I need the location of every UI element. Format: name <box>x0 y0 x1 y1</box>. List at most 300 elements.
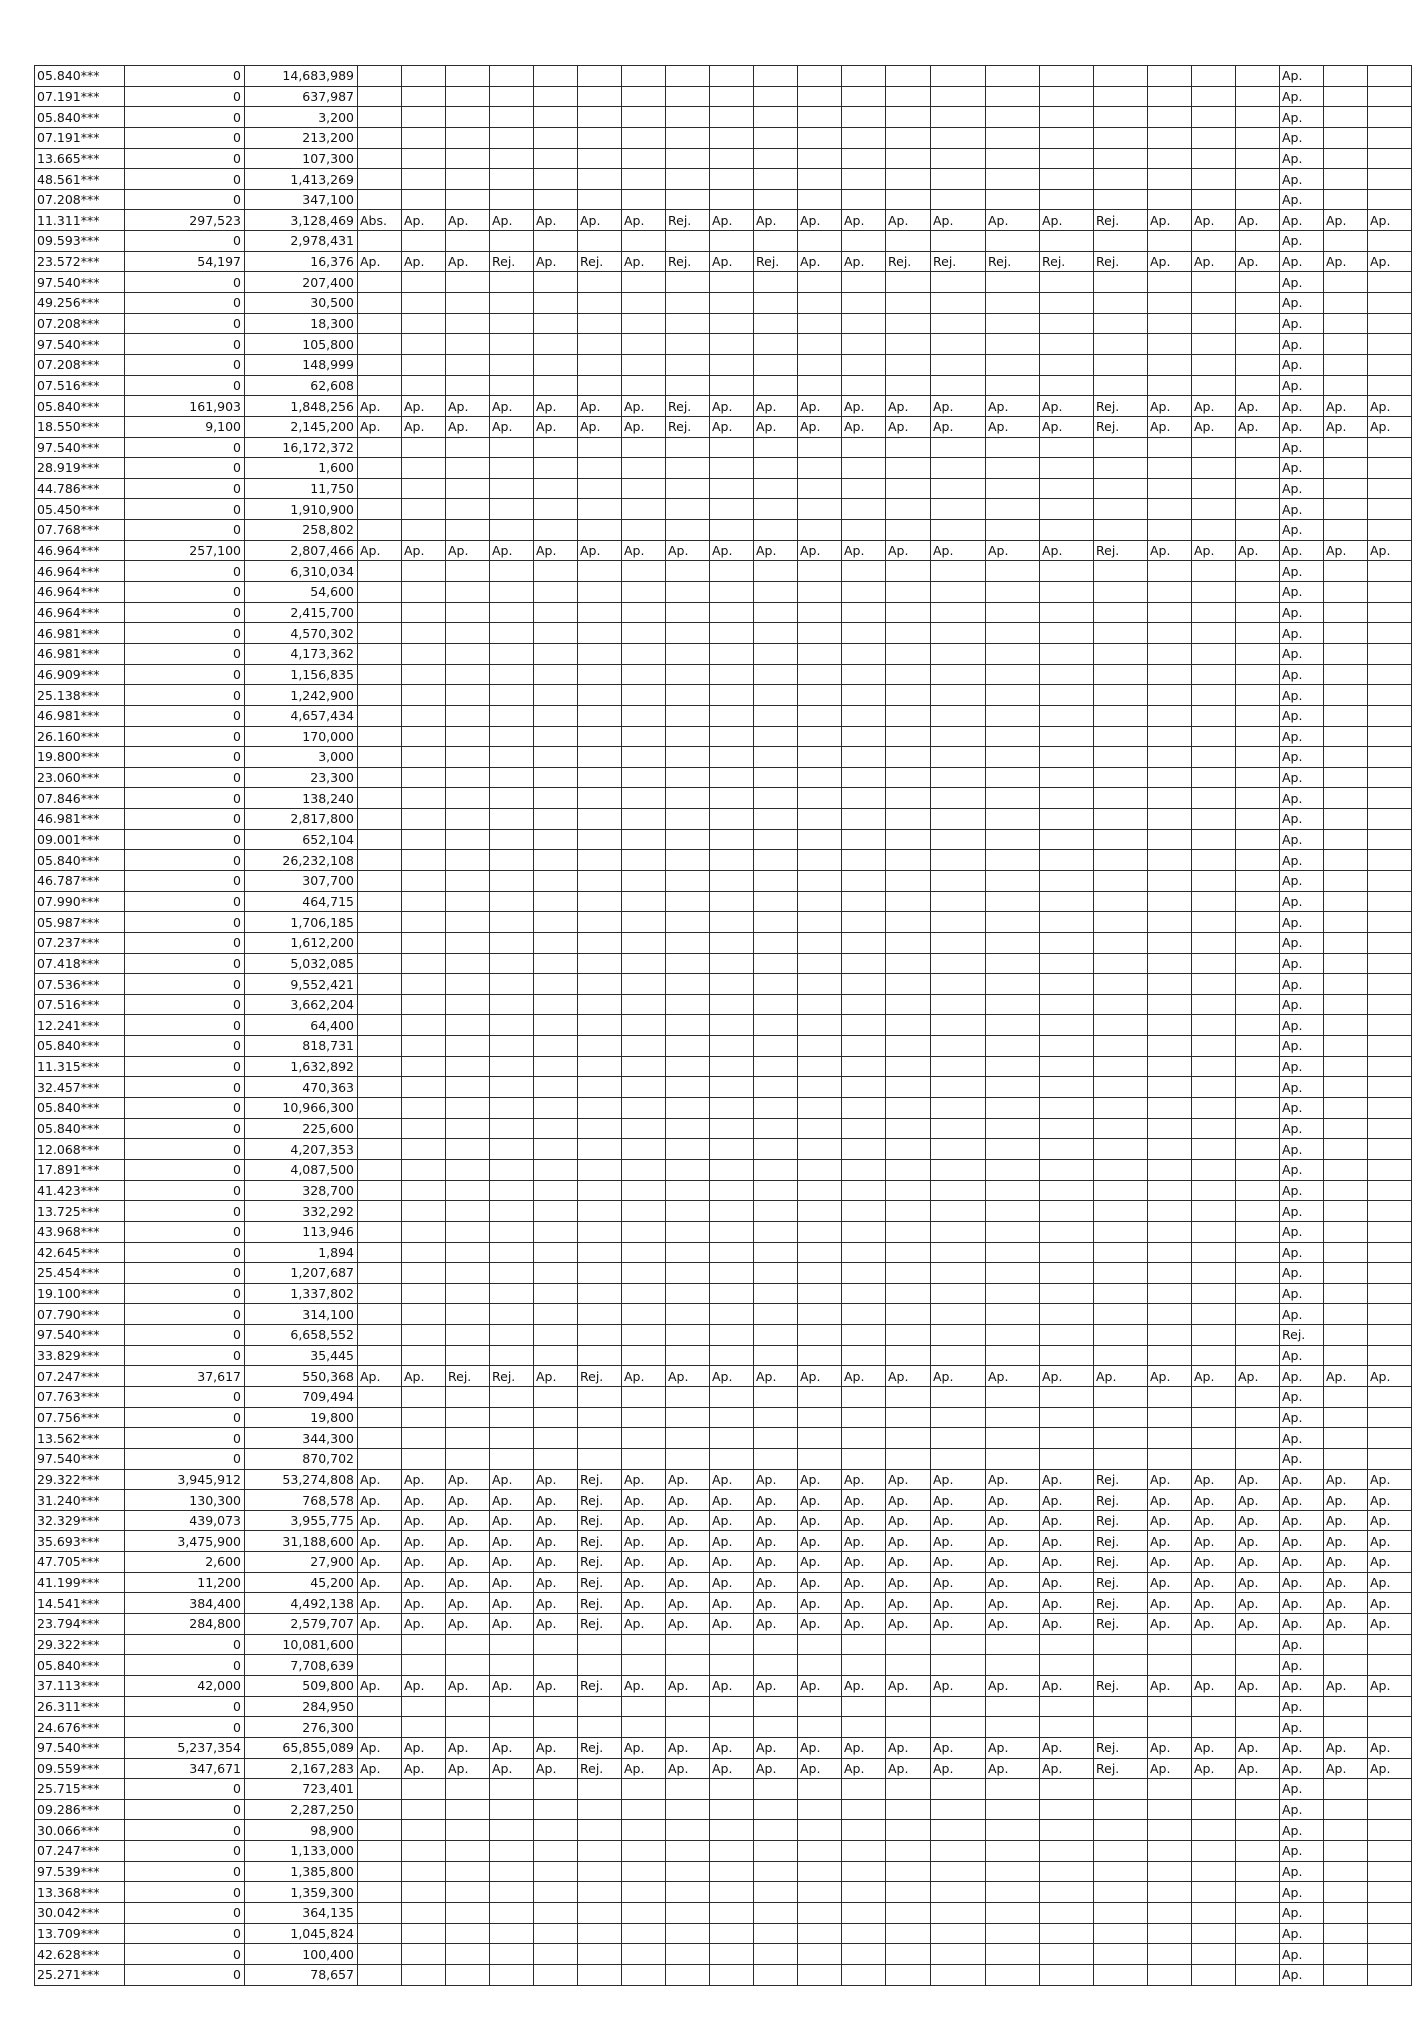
vote-cell <box>710 1056 754 1077</box>
vote-cell: Ap. <box>798 1469 842 1490</box>
vote-cell <box>1368 148 1412 169</box>
vote-cell <box>710 1077 754 1098</box>
vote-cell: Ap. <box>1236 1593 1280 1614</box>
vote-cell <box>1192 1242 1236 1263</box>
table-row <box>35 870 1412 891</box>
vote-cell <box>1324 313 1368 334</box>
vote-cell <box>578 1118 622 1139</box>
vote-cell: Ap. <box>446 210 490 231</box>
shareholder-id-cell: 17.891*** <box>35 1159 125 1180</box>
vote-cell <box>446 1882 490 1903</box>
vote-cell <box>842 623 886 644</box>
vote-cell <box>534 189 578 210</box>
vote-cell: Ap. <box>1040 540 1094 561</box>
vote-cell <box>490 231 534 252</box>
vote-cell <box>402 1717 446 1738</box>
vote-cell <box>1040 1325 1094 1346</box>
vote-cell <box>886 809 931 830</box>
vote-cell <box>986 1077 1040 1098</box>
vote-cell <box>710 520 754 541</box>
vote-cell <box>1148 169 1192 190</box>
vote-cell <box>1094 1118 1148 1139</box>
vote-cell <box>1094 1345 1148 1366</box>
vote-cell: Ap. <box>446 540 490 561</box>
vote-cell <box>710 1139 754 1160</box>
vote-cell <box>1148 767 1192 788</box>
vote-cell <box>886 829 931 850</box>
vote-cell: Ap. <box>666 1758 710 1779</box>
vote-cell <box>931 1242 986 1263</box>
vote-cell <box>798 1428 842 1449</box>
vote-cell: Ap. <box>798 1366 842 1387</box>
vote-cell <box>931 1634 986 1655</box>
table-row <box>35 1944 1412 1965</box>
vote-cell <box>931 1159 986 1180</box>
vote-cell <box>622 1036 666 1057</box>
vote-cell <box>1094 829 1148 850</box>
vote-cell <box>710 705 754 726</box>
vote-cell <box>710 1923 754 1944</box>
shareholder-id-cell: 07.247*** <box>35 1841 125 1862</box>
vote-cell <box>358 1428 402 1449</box>
table-row <box>35 520 1412 541</box>
vote-cell <box>358 437 402 458</box>
vote-cell <box>534 1820 578 1841</box>
vote-cell <box>446 1036 490 1057</box>
vote-cell <box>402 520 446 541</box>
shares-a-cell: 37,617 <box>125 1366 245 1387</box>
vote-cell: Ap. <box>622 1469 666 1490</box>
vote-cell <box>986 850 1040 871</box>
vote-cell: Ap. <box>931 210 986 231</box>
shareholder-id-cell: 46.981*** <box>35 643 125 664</box>
vote-cell <box>798 1077 842 1098</box>
vote-cell <box>754 664 798 685</box>
vote-cell <box>986 313 1040 334</box>
vote-cell <box>931 478 986 499</box>
vote-cell <box>710 891 754 912</box>
vote-cell <box>1040 747 1094 768</box>
vote-cell <box>446 643 490 664</box>
vote-cell <box>1094 747 1148 768</box>
vote-cell <box>886 231 931 252</box>
vote-cell <box>446 974 490 995</box>
vote-cell <box>1368 313 1412 334</box>
vote-cell <box>534 293 578 314</box>
vote-cell: Rej. <box>666 210 710 231</box>
shares-a-cell: 0 <box>125 664 245 685</box>
vote-cell <box>358 1903 402 1924</box>
vote-cell: Rej. <box>578 1758 622 1779</box>
vote-cell <box>578 1923 622 1944</box>
shares-a-cell: 0 <box>125 1345 245 1366</box>
table-row <box>35 1366 1412 1387</box>
vote-cell: Ap. <box>1192 251 1236 272</box>
shares-a-cell: 0 <box>125 354 245 375</box>
vote-cell: Ap. <box>886 540 931 561</box>
shares-b-cell: 1,385,800 <box>245 1861 358 1882</box>
vote-cell <box>666 1242 710 1263</box>
vote-cell <box>1192 1696 1236 1717</box>
vote-cell <box>358 1221 402 1242</box>
vote-cell <box>1040 1263 1094 1284</box>
vote-cell <box>842 148 886 169</box>
vote-cell <box>666 86 710 107</box>
vote-cell <box>490 1263 534 1284</box>
vote-cell <box>1368 664 1412 685</box>
vote-cell <box>1368 66 1412 87</box>
shares-a-cell: 0 <box>125 1263 245 1284</box>
shares-b-cell: 2,167,283 <box>245 1758 358 1779</box>
vote-cell <box>986 953 1040 974</box>
table-row <box>35 932 1412 953</box>
vote-cell: Ap. <box>402 251 446 272</box>
vote-cell <box>1324 1944 1368 1965</box>
vote-cell <box>446 1799 490 1820</box>
vote-cell <box>358 1799 402 1820</box>
vote-cell <box>490 664 534 685</box>
vote-cell <box>986 189 1040 210</box>
vote-cell <box>1148 788 1192 809</box>
vote-cell <box>986 809 1040 830</box>
table-row <box>35 478 1412 499</box>
vote-cell: Ap. <box>490 1572 534 1593</box>
vote-cell: Ap. <box>842 1737 886 1758</box>
vote-cell <box>490 1159 534 1180</box>
shares-a-cell: 42,000 <box>125 1675 245 1696</box>
vote-cell: Ap. <box>1280 1903 1324 1924</box>
shares-a-cell: 0 <box>125 809 245 830</box>
vote-cell <box>578 767 622 788</box>
table-row <box>35 107 1412 128</box>
vote-cell <box>578 1717 622 1738</box>
shareholder-id-cell: 05.840*** <box>35 1036 125 1057</box>
vote-cell: Rej. <box>1094 251 1148 272</box>
vote-cell <box>666 1820 710 1841</box>
vote-cell: Ap. <box>842 1510 886 1531</box>
shareholder-id-cell: 31.240*** <box>35 1490 125 1511</box>
vote-cell <box>931 1655 986 1676</box>
vote-cell: Rej. <box>666 416 710 437</box>
vote-cell <box>1236 850 1280 871</box>
vote-cell: Ap. <box>1094 1366 1148 1387</box>
vote-cell <box>358 582 402 603</box>
vote-cell <box>446 334 490 355</box>
shares-a-cell: 0 <box>125 1944 245 1965</box>
vote-cell <box>446 478 490 499</box>
vote-cell <box>666 1015 710 1036</box>
shares-a-cell: 0 <box>125 86 245 107</box>
vote-cell <box>842 1036 886 1057</box>
shares-a-cell: 130,300 <box>125 1490 245 1511</box>
vote-cell <box>1094 1882 1148 1903</box>
vote-cell <box>446 1263 490 1284</box>
vote-cell <box>1324 1118 1368 1139</box>
vote-cell: Ap. <box>402 1531 446 1552</box>
vote-cell <box>1148 1283 1192 1304</box>
vote-cell <box>754 1903 798 1924</box>
vote-cell <box>622 561 666 582</box>
vote-cell <box>446 1861 490 1882</box>
vote-cell <box>986 685 1040 706</box>
vote-cell <box>886 870 931 891</box>
vote-cell <box>534 809 578 830</box>
vote-cell: Ap. <box>931 416 986 437</box>
vote-cell <box>490 1655 534 1676</box>
vote-cell: Ap. <box>1192 210 1236 231</box>
vote-cell <box>1236 1882 1280 1903</box>
vote-cell: Ap. <box>710 210 754 231</box>
vote-cell <box>754 582 798 603</box>
vote-cell: Ap. <box>1368 416 1412 437</box>
vote-cell <box>986 520 1040 541</box>
vote-cell <box>842 1779 886 1800</box>
vote-cell <box>622 437 666 458</box>
vote-cell <box>986 829 1040 850</box>
vote-cell <box>666 1861 710 1882</box>
table-row <box>35 1964 1412 1985</box>
table-row <box>35 1118 1412 1139</box>
vote-cell <box>1236 1139 1280 1160</box>
shareholder-id-cell: 46.964*** <box>35 561 125 582</box>
vote-cell <box>1040 1056 1094 1077</box>
vote-cell <box>446 1448 490 1469</box>
vote-cell <box>534 1159 578 1180</box>
vote-cell <box>710 107 754 128</box>
vote-cell <box>402 1263 446 1284</box>
vote-cell <box>1368 1923 1412 1944</box>
vote-cell <box>798 602 842 623</box>
vote-cell: Ap. <box>1148 1531 1192 1552</box>
vote-cell <box>1192 375 1236 396</box>
shares-b-cell: 113,946 <box>245 1221 358 1242</box>
vote-cell <box>534 912 578 933</box>
vote-cell <box>1236 994 1280 1015</box>
shares-a-cell: 0 <box>125 829 245 850</box>
vote-cell <box>1148 1696 1192 1717</box>
vote-cell <box>1236 974 1280 995</box>
shares-b-cell: 23,300 <box>245 767 358 788</box>
vote-cell <box>402 375 446 396</box>
shares-a-cell: 0 <box>125 1036 245 1057</box>
vote-cell: Ap. <box>1236 416 1280 437</box>
vote-cell <box>1324 1056 1368 1077</box>
vote-cell: Ap. <box>534 1758 578 1779</box>
vote-cell <box>666 1098 710 1119</box>
vote-cell <box>534 1696 578 1717</box>
vote-cell <box>490 354 534 375</box>
vote-cell: Ap. <box>490 1510 534 1531</box>
vote-cell <box>402 1407 446 1428</box>
vote-cell <box>798 1799 842 1820</box>
vote-cell <box>666 293 710 314</box>
vote-cell: Ap. <box>798 1614 842 1635</box>
vote-cell <box>1236 375 1280 396</box>
vote-cell <box>1040 623 1094 644</box>
vote-cell <box>754 1799 798 1820</box>
vote-cell <box>986 1634 1040 1655</box>
shares-b-cell: 45,200 <box>245 1572 358 1593</box>
vote-cell <box>886 458 931 479</box>
vote-cell <box>1192 1820 1236 1841</box>
vote-cell: Ap. <box>1236 1531 1280 1552</box>
vote-cell <box>1148 127 1192 148</box>
vote-cell: Ap. <box>1280 1490 1324 1511</box>
vote-cell <box>490 1428 534 1449</box>
vote-cell <box>986 1283 1040 1304</box>
vote-cell <box>534 953 578 974</box>
vote-cell: Ap. <box>798 251 842 272</box>
vote-cell <box>986 974 1040 995</box>
vote-cell <box>1324 1221 1368 1242</box>
vote-cell <box>1040 1779 1094 1800</box>
vote-cell <box>842 1903 886 1924</box>
vote-cell: Rej. <box>1094 540 1148 561</box>
vote-cell <box>578 1180 622 1201</box>
vote-cell: Ap. <box>710 1531 754 1552</box>
vote-cell: Ap. <box>1280 705 1324 726</box>
shares-b-cell: 207,400 <box>245 272 358 293</box>
vote-cell <box>1368 726 1412 747</box>
shareholder-id-cell: 07.516*** <box>35 994 125 1015</box>
vote-cell <box>710 726 754 747</box>
vote-cell <box>886 189 931 210</box>
vote-cell <box>1148 66 1192 87</box>
shareholder-id-cell: 07.191*** <box>35 127 125 148</box>
vote-cell: Ap. <box>666 1572 710 1593</box>
vote-cell <box>886 1077 931 1098</box>
vote-cell <box>798 1056 842 1077</box>
vote-cell <box>798 127 842 148</box>
vote-cell <box>754 1201 798 1222</box>
shareholder-id-cell: 97.540*** <box>35 437 125 458</box>
vote-cell <box>578 293 622 314</box>
vote-cell: Ap. <box>1280 231 1324 252</box>
shares-a-cell: 0 <box>125 293 245 314</box>
vote-cell: Ap. <box>1192 1552 1236 1573</box>
vote-cell <box>1236 1903 1280 1924</box>
vote-cell: Ap. <box>931 1675 986 1696</box>
vote-cell <box>622 86 666 107</box>
shares-a-cell: 0 <box>125 1799 245 1820</box>
vote-cell <box>666 891 710 912</box>
vote-cell <box>622 1283 666 1304</box>
vote-cell <box>402 1036 446 1057</box>
vote-cell <box>1040 1015 1094 1036</box>
vote-cell <box>842 1448 886 1469</box>
vote-cell <box>490 1118 534 1139</box>
vote-cell <box>1368 1944 1412 1965</box>
shareholder-id-cell: 26.160*** <box>35 726 125 747</box>
vote-cell: Ap. <box>710 1469 754 1490</box>
vote-cell <box>446 293 490 314</box>
vote-cell <box>666 726 710 747</box>
vote-cell <box>931 1696 986 1717</box>
vote-cell <box>446 499 490 520</box>
vote-cell <box>1192 1056 1236 1077</box>
vote-cell <box>490 788 534 809</box>
vote-cell <box>1192 1077 1236 1098</box>
vote-cell <box>1040 809 1094 830</box>
vote-cell: Rej. <box>1094 1552 1148 1573</box>
vote-cell <box>1094 354 1148 375</box>
vote-cell <box>1094 1696 1148 1717</box>
vote-cell <box>622 127 666 148</box>
vote-cell <box>402 891 446 912</box>
vote-cell <box>842 354 886 375</box>
vote-cell: Ap. <box>1368 1675 1412 1696</box>
vote-cell <box>1094 850 1148 871</box>
vote-cell <box>1236 1118 1280 1139</box>
vote-cell <box>578 643 622 664</box>
vote-cell <box>886 1325 931 1346</box>
vote-cell: Ap. <box>1280 870 1324 891</box>
vote-cell <box>402 850 446 871</box>
vote-cell <box>842 788 886 809</box>
vote-cell: Ap. <box>534 1593 578 1614</box>
shares-b-cell: 30,500 <box>245 293 358 314</box>
vote-cell: Ap. <box>1192 396 1236 417</box>
vote-cell <box>886 1717 931 1738</box>
vote-cell <box>842 1221 886 1242</box>
vote-cell: Ap. <box>710 416 754 437</box>
vote-cell <box>1094 1015 1148 1036</box>
vote-cell <box>1324 1387 1368 1408</box>
vote-cell <box>490 293 534 314</box>
vote-cell <box>754 1696 798 1717</box>
vote-cell: Ap. <box>1324 1737 1368 1758</box>
vote-cell <box>534 437 578 458</box>
vote-cell <box>358 1717 402 1738</box>
vote-cell: Ap. <box>622 1737 666 1758</box>
vote-cell: Ap. <box>1280 148 1324 169</box>
shareholder-id-cell: 29.322*** <box>35 1469 125 1490</box>
shares-a-cell: 0 <box>125 1779 245 1800</box>
vote-cell <box>578 561 622 582</box>
shares-a-cell: 0 <box>125 334 245 355</box>
vote-cell <box>1236 1820 1280 1841</box>
shares-b-cell: 1,359,300 <box>245 1882 358 1903</box>
vote-cell <box>931 1180 986 1201</box>
vote-cell <box>1040 1221 1094 1242</box>
vote-cell <box>1040 1903 1094 1924</box>
vote-cell <box>754 66 798 87</box>
vote-cell: Ap. <box>1280 1159 1324 1180</box>
vote-cell <box>842 726 886 747</box>
vote-cell: Ap. <box>402 1675 446 1696</box>
vote-cell <box>1094 334 1148 355</box>
vote-cell <box>798 1325 842 1346</box>
vote-cell <box>490 1882 534 1903</box>
vote-cell: Ap. <box>1280 313 1324 334</box>
vote-cell: Ap. <box>1148 1366 1192 1387</box>
vote-cell <box>534 829 578 850</box>
vote-cell <box>1094 953 1148 974</box>
vote-cell <box>666 829 710 850</box>
vote-cell <box>842 912 886 933</box>
shares-b-cell: 14,683,989 <box>245 66 358 87</box>
vote-cell: Ap. <box>1148 1593 1192 1614</box>
vote-cell <box>358 189 402 210</box>
shareholder-id-cell: 47.705*** <box>35 1552 125 1573</box>
vote-cell: Ap. <box>986 1737 1040 1758</box>
vote-cell <box>358 994 402 1015</box>
vote-cell <box>1192 829 1236 850</box>
vote-cell <box>1192 932 1236 953</box>
vote-cell: Ap. <box>446 1531 490 1552</box>
vote-cell <box>1148 1345 1192 1366</box>
vote-cell <box>358 334 402 355</box>
